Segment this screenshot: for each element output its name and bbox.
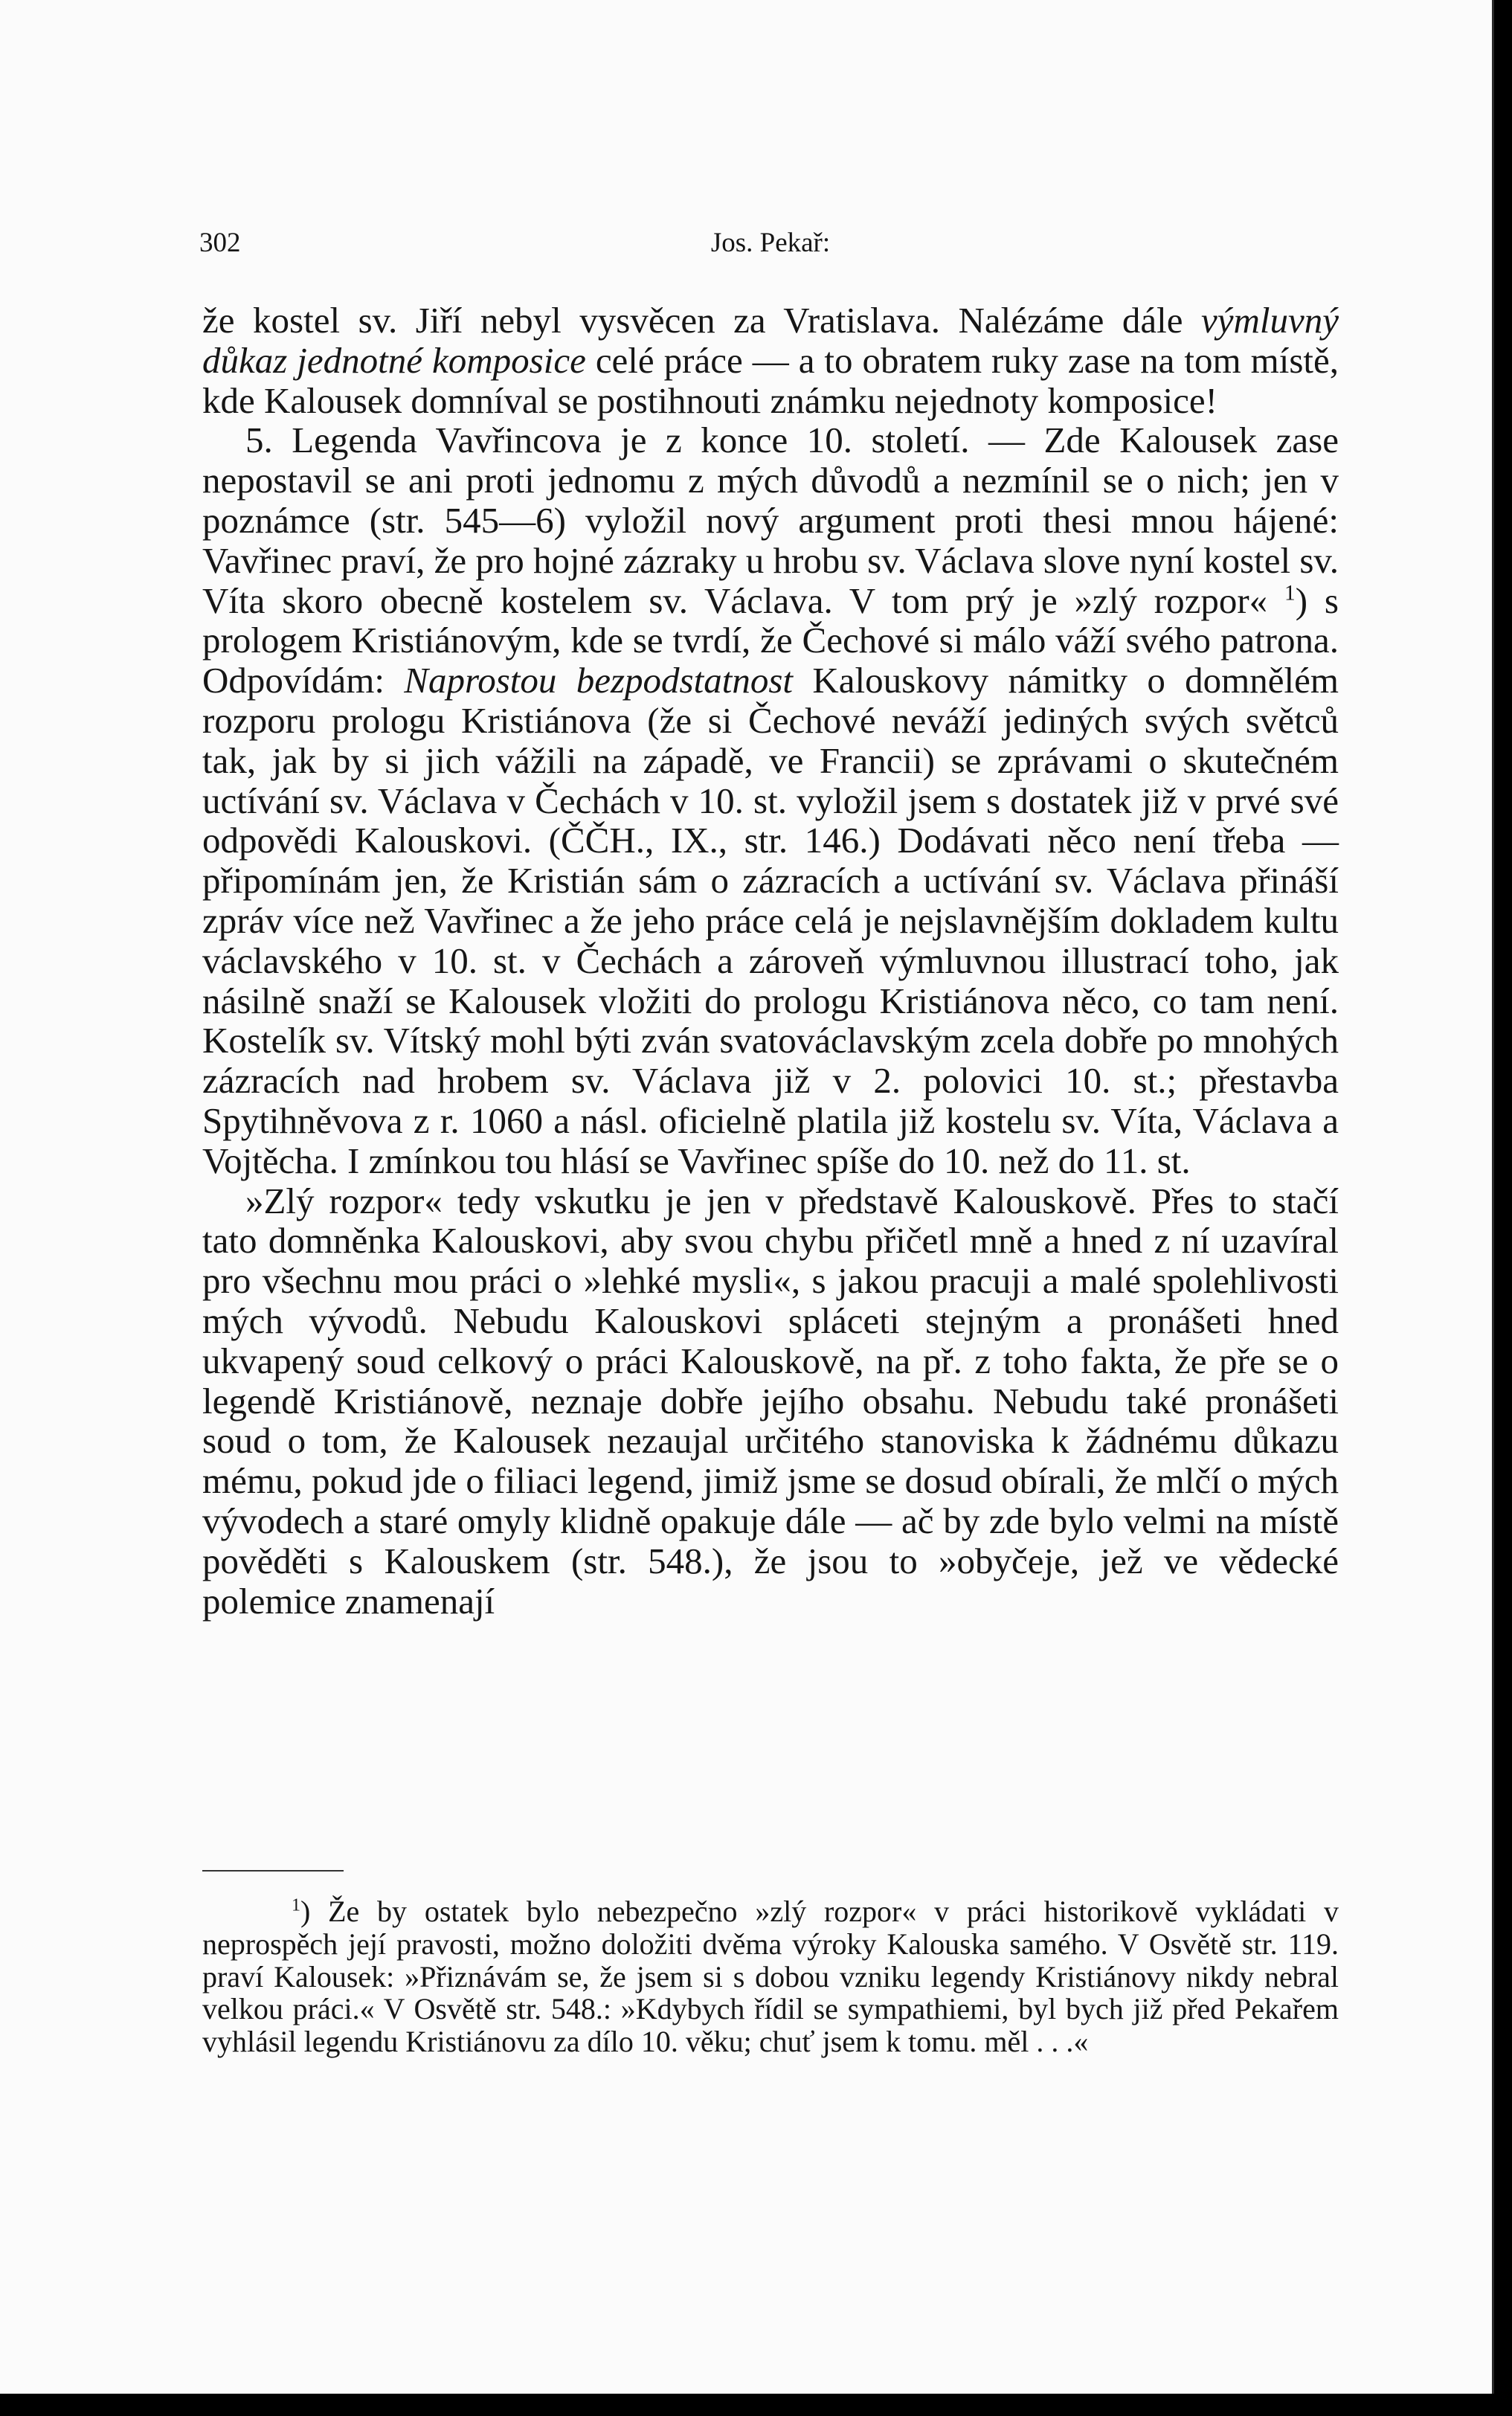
running-head: Jos. Pekař: (710, 228, 831, 258)
footnote-1: $^1$) Že by ostatek bylo nebezpečno »zlý rozpor« v práci historikově vykládati v neprospěch její pravosti, možno doložiti dvěma výroky Kalouska samého. V Osvětě str. 119. praví Kalousek: »Přiznávám se, že jsem si s dobou vzniku legendy Kristiánovy nikdy nebral velkou práci.« V Osvětě str. 548.: »Kdybych řídil se sympathiemi, byl bych již před Pekařem vyhlásil legendu Kristiánovu za dílo 10. věku; chuť jsem k tomu. měl . . .« (202, 1895, 1339, 2059)
italic-emphasis: Naprostou bezpodstatnost (404, 660, 794, 701)
footnote-separator (202, 1870, 344, 1872)
footnote-reference: 1 (1284, 581, 1296, 605)
page-number: 302 (199, 228, 241, 258)
paragraph-3: »Zlý rozpor« tedy vskutku je jen v představě Kalouskově. Přes to stačí tato domněnka Kalouskovi, aby svou chybu přičetl mně a hned z ní uzavíral pro všechnu mou práci o »lehké mysli«, s jakou pracuji a malé spolehlivosti mých vývodů. Nebudu Kalouskovi spláceti stejným a pronášeti hned ukvapený soud celkový o práci Kalouskově, na př. z toho fakta, že pře se o legendě Kristiánově, neznaje dobře jejího obsahu. Nebudu také pronášeti soud o tom, že Kalousek nezaujal určitého stanoviska k žádnému důkazu mému, pokud jde o filiaci legend, jimiž jsme se dosud obírali, že mlčí o mých vývodech a staré omyly klidně opakuje dále — ač by zde bylo velmi na místě pověděti s Kalouskem (str. 548.), že jsou to »obyčeje, jež ve vědecké polemice znamenají (202, 1180, 1339, 1622)
paragraph-2: 5. Legenda Vavřincova je z konce 10. století. — Zde Kalousek zase nepostavil se ani proti jednomu z mých důvodů a nezmínil se o nich; jen v poznámce (str. 545—6) vyložil nový argument proti thesi mnou hájené: Vavřinec praví, že pro hojné zázraky u hrobu sv. Václava slove nyní kostel sv. Víta skoro obecně kostelem sv. Václava. V tom prý je »zlý rozpor« $^1$) s prologem Kristiánovým, kde se tvrdí, že Čechové si málo váží svého patrona. Odpovídám: Naprostou bezpodstatnost Kalouskovy námitky o domnělém rozporu prologu Kristiánova (že si Čechové neváží jediných svých světců tak, jak by si jich vážili na západě, ve Francii) se zprávami o skutečném uctívání sv. Václava v Čechách v 10. st. vyložil jsem s dostatek již v prvé své odpovědi Kalouskovi. (ČČH., IX., str. 146.) Dodávati něco není třeba — připomínám jen, že Kristián sám o zázracích a uctívání sv. Václava přináší zpráv více než Vavřinec a že jeho práce celá je nejslavnějším dokladem kultu václavského v 10. st. v Čechách a zároveň výmluvnou illustrací toho, jak násilně snaží se Kalousek vložiti do prologu Kristiánova něco, co tam není. Kostelík sv. Vítský mohl býti zván svatováclavským zcela dobře po mnohých zázracích nad hrobem sv. Václava již v 2. polovici 10. st.; přestavba Spytihněvova z r. 1060 a násl. oficielně platila již kostelu sv. Víta, Václava a Vojtěcha. I zmínkou tou hlásí se Vavřinec spíše do 10. než do 11. st. (202, 420, 1339, 1181)
paragraph-1: že kostel sv. Jiří nebyl vysvěcen za Vratislava. Nalézáme dále výmluvný důkaz jednotné komposice celé práce — a to obratem ruky zase na tom místě, kde Kalousek domníval se postihnouti známku nejednoty komposice! (202, 300, 1339, 421)
main-text (202, 301, 1339, 1621)
page-corner (1472, 0, 1492, 28)
footnotes (202, 1895, 1339, 2058)
italic-emphasis: výmluvný důkaz jednotné komposice (202, 300, 1339, 381)
page-header (199, 219, 1342, 264)
footnote-mark: 1 (292, 1895, 300, 1915)
